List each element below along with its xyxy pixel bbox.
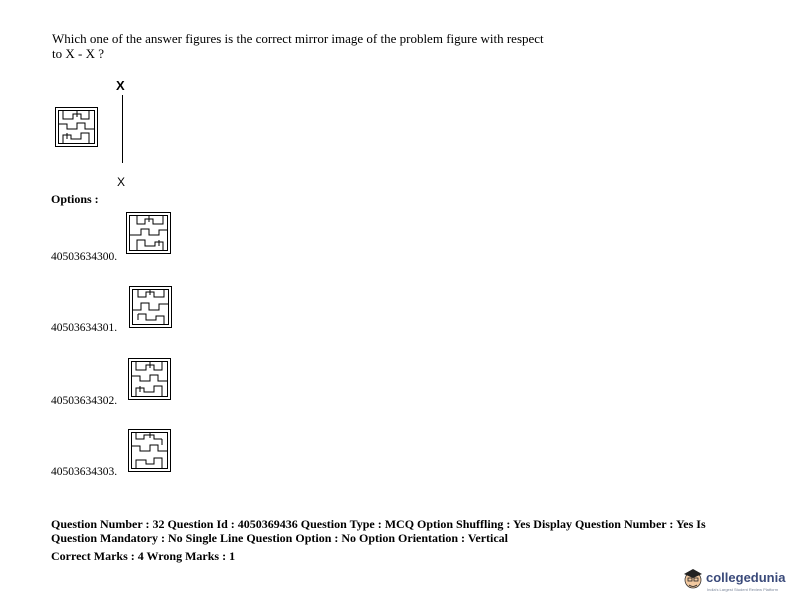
mirror-axis-top-label: X — [116, 78, 125, 93]
brand-tagline: India's Largest Student Review Platform — [707, 587, 779, 592]
question-line-2: to X - X ? — [52, 46, 104, 61]
question-text — [52, 31, 612, 61]
option-id-1: 40503634300. — [51, 251, 118, 263]
mirror-axis-bottom-label: X — [117, 175, 126, 189]
options-label: Options : — [51, 192, 99, 206]
problem-figure — [55, 107, 98, 147]
option-figure-4 — [128, 429, 171, 472]
question-meta-line-2: Question Mandatory : No Single Line Question Option : No Option Orientation : Vertical — [51, 531, 509, 545]
option-figure-2 — [129, 286, 172, 328]
question-meta-line-1: Question Number : 32 Question Id : 4050369436 Question Type : MCQ Option Shuffling : Yes Display Question Number : Yes Is — [51, 517, 706, 531]
option-figure-1 — [126, 212, 171, 254]
question-marks: Correct Marks : 4 Wrong Marks : 1 — [51, 549, 236, 563]
brand-name: collegedunia — [706, 570, 786, 585]
mirror-axis-line — [122, 95, 123, 163]
question-line-1: Which one of the answer figures is the correct mirror image of the problem figure with respect — [52, 31, 544, 46]
option-id-4: 40503634303. — [51, 466, 118, 478]
option-id-2: 40503634301. — [51, 322, 118, 334]
collegedunia-logo-icon — [682, 566, 704, 592]
option-figure-3 — [128, 358, 171, 400]
option-id-3: 40503634302. — [51, 395, 118, 407]
